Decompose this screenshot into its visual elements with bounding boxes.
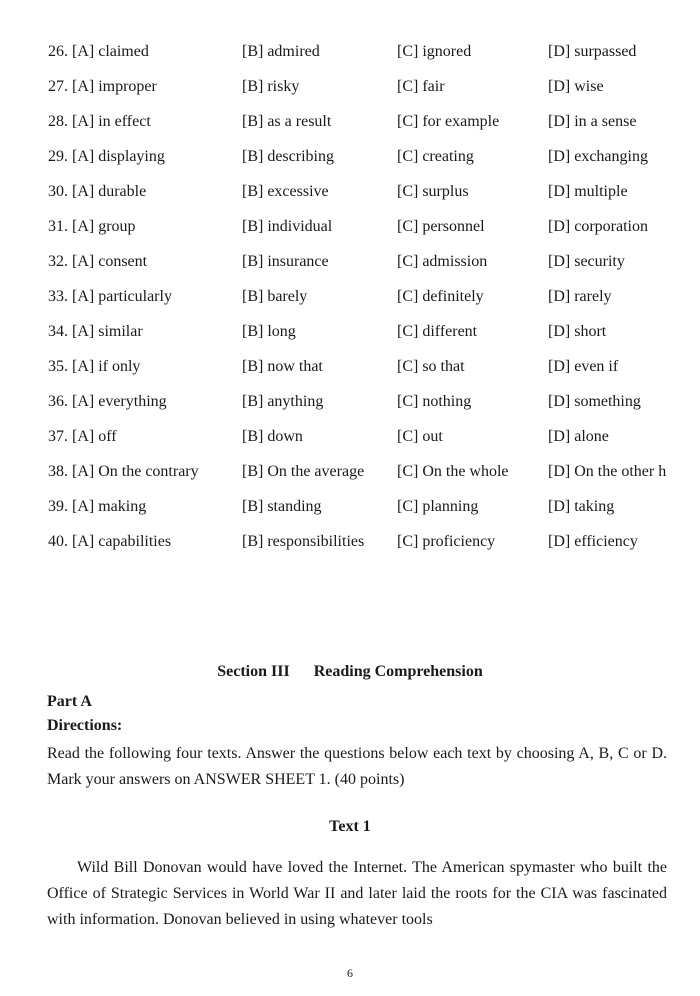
option-b: [B] responsibilities [242,533,365,550]
option-row-40 [48,528,698,563]
option-a: 27. [A] improper [48,78,157,95]
directions-text: Read the following four texts. Answer the questions below each text by choosing A, B, C or D. Mark your answers on ANSWER SHEET 1. (40 points) [47,745,667,788]
option-row-38 [48,458,698,493]
option-row-30 [48,178,698,213]
section-heading [0,663,700,681]
option-c: [C] definitely [397,288,484,305]
option-a: 31. [A] group [48,218,136,235]
part-label: Part A [47,693,92,710]
option-b: [B] On the average [242,463,365,480]
option-b: [B] insurance [242,253,329,270]
option-d: [D] efficiency [548,533,638,550]
option-a: 40. [A] capabilities [48,533,172,550]
option-row-29 [48,143,698,178]
option-b: [B] standing [242,498,322,515]
text-title: Text 1 [329,818,371,835]
option-c: [C] creating [397,148,474,165]
option-c: [C] nothing [397,393,472,410]
option-c: [C] so that [397,358,465,375]
option-d: [D] something [548,393,641,410]
option-a: 37. [A] off [48,428,117,445]
option-c: [C] for example [397,113,500,130]
option-d: [D] in a sense [548,113,637,130]
option-d: [D] even if [548,358,619,375]
option-d: [D] multiple [548,183,628,200]
option-b: [B] down [242,428,303,445]
option-c: [C] surplus [397,183,469,200]
option-a: 29. [A] displaying [48,148,165,165]
option-d: [D] short [548,323,607,340]
option-a: 33. [A] particularly [48,288,172,305]
option-row-35 [48,353,698,388]
option-a: 39. [A] making [48,498,147,515]
option-b: [B] barely [242,288,308,305]
option-c: [C] out [397,428,443,445]
option-a: 30. [A] durable [48,183,147,200]
option-b: [B] individual [242,218,333,235]
option-c: [C] On the whole [397,463,509,480]
option-d: [D] On the other h [548,463,667,480]
section-number: Section III [217,663,290,680]
option-c: [C] admission [397,253,488,270]
option-d: [D] security [548,253,625,270]
option-c: [C] different [397,323,478,340]
option-c: [C] personnel [397,218,485,235]
option-c: [C] fair [397,78,445,95]
option-d: [D] alone [548,428,609,445]
option-a: 26. [A] claimed [48,43,149,60]
option-row-34 [48,318,698,353]
option-a: 36. [A] everything [48,393,167,410]
option-a: 28. [A] in effect [48,113,151,130]
option-c: [C] planning [397,498,479,515]
option-b: [B] describing [242,148,334,165]
option-row-36 [48,388,698,423]
passage-paragraph: Wild Bill Donovan would have loved the Internet. The American spymaster who built the Office of Strategic Services in World War II and later laid the roots for the CIA was fascinated with information. Donovan believed in using whatever tools [47,859,667,928]
option-a: 34. [A] similar [48,323,143,340]
option-b: [B] excessive [242,183,329,200]
options-list [48,38,698,563]
option-b: [B] anything [242,393,324,410]
option-row-31 [48,213,698,248]
option-a: 35. [A] if only [48,358,141,375]
option-d: [D] wise [548,78,604,95]
option-row-32 [48,248,698,283]
option-c: [C] proficiency [397,533,496,550]
option-row-39 [48,493,698,528]
option-b: [B] risky [242,78,300,95]
directions-label: Directions: [47,717,123,734]
option-a: 32. [A] consent [48,253,148,270]
option-row-37 [48,423,698,458]
option-b: [B] as a result [242,113,332,130]
option-d: [D] exchanging [548,148,648,165]
option-d: [D] surpassed [548,43,637,60]
option-d: [D] rarely [548,288,612,305]
option-a: 38. [A] On the contrary [48,463,199,480]
option-d: [D] corporation [548,218,648,235]
option-c: [C] ignored [397,43,472,60]
page-number: 6 [347,966,353,980]
option-b: [B] now that [242,358,323,375]
option-row-28 [48,108,698,143]
option-row-33 [48,283,698,318]
section-title: Reading Comprehension [313,663,483,680]
option-row-26 [48,38,698,73]
option-row-27 [48,73,698,108]
option-d: [D] taking [548,498,615,515]
option-b: [B] long [242,323,296,340]
option-b: [B] admired [242,43,320,60]
